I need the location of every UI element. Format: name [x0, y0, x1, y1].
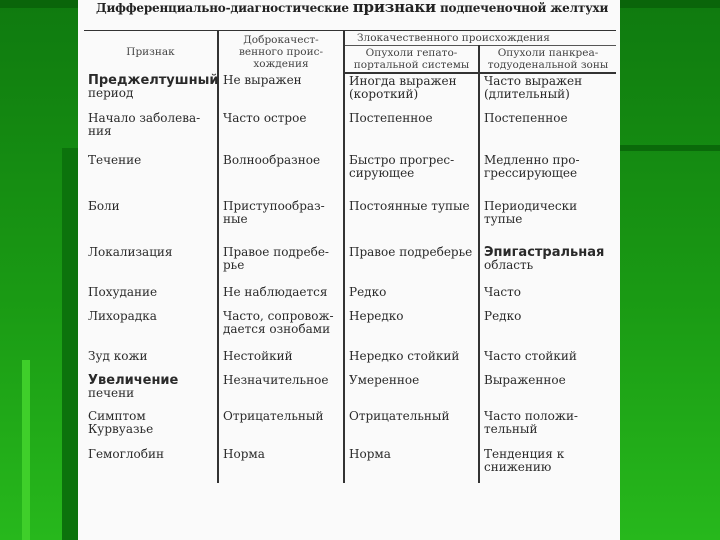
row-hepato: Постоянные тупые [344, 199, 479, 245]
row-benign: Волнообразное [218, 153, 344, 199]
row-sign: Преджелтушный [88, 73, 219, 88]
row-pancreato: Редко [479, 309, 616, 349]
row-sign-cont: период [88, 86, 134, 100]
row-hepato: Постепенное [344, 111, 479, 153]
title-prefix: Дифференциально-диагностические [96, 1, 349, 15]
row-benign: Не выражен [218, 73, 344, 111]
row-pancreato: Часто положи-тельный [479, 409, 616, 447]
table-row [84, 111, 616, 153]
row-sign-cont: печени [88, 386, 135, 400]
row-hepato: Правое подреберье [344, 245, 479, 285]
row-sign: Похудание [88, 285, 158, 299]
row-benign: Приступообраз-ные [218, 199, 344, 245]
table-row [84, 199, 616, 245]
row-benign: Не наблюдается [218, 285, 344, 309]
table-row [84, 245, 616, 285]
row-benign: Часто, сопровож-дается ознобами [218, 309, 344, 349]
row-hepato: Нередко [344, 309, 479, 349]
row-benign: Отрицательный [218, 409, 344, 447]
slide-side-bar [62, 148, 78, 540]
table-row [84, 409, 616, 447]
row-sign: Зуд кожи [88, 349, 148, 363]
row-pancreato: Периодически тупые [479, 199, 616, 245]
header-malignant: Злокачественного происхождения [344, 31, 616, 46]
row-benign: Правое подребе-рье [218, 245, 344, 285]
row-hepato: Нередко стойкий [344, 349, 479, 373]
header-sign: Признак [84, 31, 218, 74]
right-accent-stripe [612, 145, 720, 151]
row-pancreato-cont: область [484, 258, 534, 272]
row-hepato: Умеренное [344, 373, 479, 409]
title-suffix: подпеченочной желтухи [439, 1, 609, 15]
title-highlight: признаки [352, 0, 436, 16]
row-benign: Норма [218, 447, 344, 483]
header-pancreato: Опухоли панкреа-тодуоденальной зоны [479, 46, 616, 74]
row-hepato: Редко [344, 285, 479, 309]
row-pancreato: Часто стойкий [479, 349, 616, 373]
row-pancreato: Выраженное [479, 373, 616, 409]
table-row [84, 349, 616, 373]
header-hepatoportal: Опухоли гепато-портальной системы [344, 46, 479, 74]
row-sign: Течение [88, 153, 142, 167]
row-pancreato: Постепенное [479, 111, 616, 153]
row-sign: Боли [88, 199, 120, 213]
row-pancreato: Тенденция к снижению [479, 447, 616, 483]
row-pancreato: Часто [479, 285, 616, 309]
row-benign: Незначительное [218, 373, 344, 409]
row-hepato: Быстро прогрес-сирующее [344, 153, 479, 199]
table-row [84, 373, 616, 409]
left-accent-stripe [22, 360, 30, 540]
row-hepato: Норма [344, 447, 479, 483]
row-hepato: Иногда выражен (короткий) [344, 73, 479, 111]
row-sign: Симптом Курвуазье [88, 409, 154, 436]
table-row [84, 309, 616, 349]
header-benign: Доброкачест-венного проис-хождения [218, 31, 344, 74]
header-row-top [84, 31, 616, 46]
table-row [84, 153, 616, 199]
document-title [96, 0, 616, 22]
table-row [84, 285, 616, 309]
diagnostic-table [84, 30, 616, 483]
row-sign: Гемоглобин [88, 447, 164, 461]
row-benign: Нестойкий [218, 349, 344, 373]
table-row [84, 447, 616, 483]
row-hepato: Отрицательный [344, 409, 479, 447]
row-sign: Начало заболева-ния [88, 111, 201, 138]
table-row [84, 73, 616, 111]
row-sign: Локализация [88, 245, 173, 259]
row-pancreato: Эпигастральная [484, 245, 605, 260]
row-sign: Увеличение [88, 373, 179, 388]
row-sign: Лихорадка [88, 309, 157, 323]
scanned-document [78, 0, 620, 540]
row-pancreato: Часто выражен (длительный) [479, 73, 616, 111]
row-pancreato: Медленно про-грессирующее [479, 153, 616, 199]
row-benign: Часто острое [218, 111, 344, 153]
